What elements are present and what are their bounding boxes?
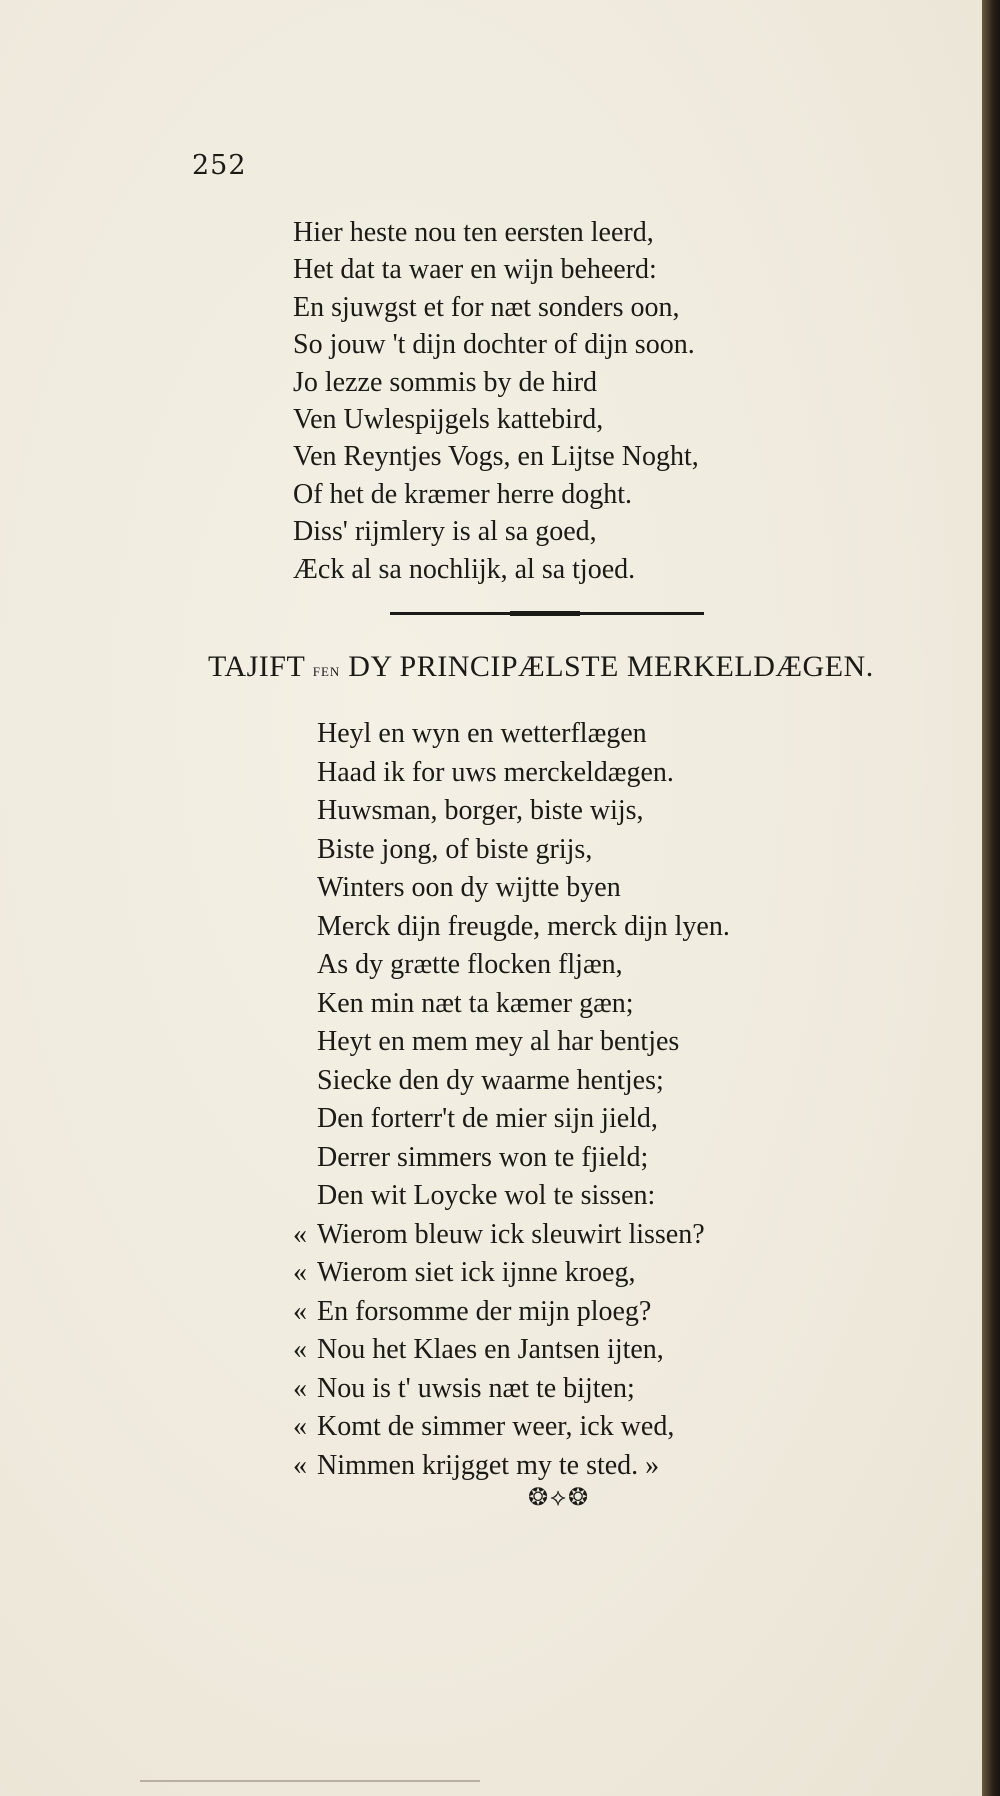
section-title	[208, 650, 874, 684]
verse-text: Heyl en wyn en wetterflægen	[317, 718, 647, 749]
verse-line	[293, 985, 730, 1024]
quote-mark: «	[293, 1372, 307, 1404]
verse-text: Haad ik for uws merckeldægen.	[317, 756, 674, 788]
verse-line	[293, 1370, 730, 1409]
poem-two	[293, 715, 730, 1485]
verse-line: Ven Uwlespijgels kattebird,	[293, 403, 604, 435]
verse-line: Æck al sa nochlijk, al sa tjoed.	[293, 553, 636, 585]
verse-line: Ven Reyntjes Vogs, en Lijtse Noght,	[293, 441, 699, 473]
verse-line	[293, 1331, 730, 1370]
verse-text: Ken min næt ta kæmer gæn;	[317, 987, 634, 1019]
verse-line	[293, 1216, 730, 1255]
verse-line	[293, 1062, 730, 1101]
verse-text: Den wit Loycke wol te sissen:	[317, 1180, 656, 1211]
verse-text: As dy grætte flocken fljæn,	[317, 949, 623, 980]
verse-line: So jouw 't dijn dochter of dijn soon.	[293, 329, 695, 361]
verse-line	[293, 1100, 730, 1139]
verse-text: Nimmen krijgget my te sted. »	[317, 1449, 660, 1481]
verse-line	[293, 792, 730, 831]
quote-mark: «	[293, 1257, 307, 1288]
verse-text: Heyt en mem mey al har bentjes	[317, 1026, 680, 1057]
book-spine-shadow	[982, 0, 1000, 1796]
section-title-part-two: DY PRINCIPÆLSTE MERKELDÆGEN.	[340, 650, 874, 683]
verse-line	[293, 908, 730, 947]
poem-one	[293, 214, 699, 588]
verse-text: Wierom bleuw ick sleuwirt lissen?	[317, 1218, 705, 1250]
verse-text: Wierom siet ick ijnne kroeg,	[317, 1257, 636, 1288]
verse-line: Jo lezze sommis by de hird	[293, 366, 598, 398]
verse-line: En sjuwgst et for næt sonders oon,	[293, 291, 680, 323]
verse-line	[293, 754, 730, 793]
verse-text: Merck dijn freugde, merck dijn lyen.	[317, 910, 730, 942]
quote-mark: «	[293, 1449, 307, 1481]
verse-text: Huwsman, borger, biste wijs,	[317, 795, 644, 826]
verse-text: Komt de simmer weer, ick wed,	[317, 1411, 675, 1442]
verse-line	[293, 1293, 730, 1332]
verse-line	[293, 1447, 730, 1486]
section-divider	[390, 612, 704, 615]
bottom-edge-mark	[140, 1780, 480, 1782]
verse-text: Nou is t' uwsis næt te bijten;	[317, 1372, 635, 1404]
verse-text: Siecke den dy waarme hentjes;	[317, 1064, 664, 1096]
verse-line: Het dat ta waer en wijn beheerd:	[293, 254, 657, 286]
verse-text: Nou het Klaes en Jantsen ijten,	[317, 1334, 664, 1365]
verse-text: Derrer simmers won te fjield;	[317, 1141, 649, 1173]
quote-mark: «	[293, 1411, 307, 1442]
verse-line	[293, 1254, 730, 1293]
verse-line	[293, 1139, 730, 1178]
verse-line	[293, 1177, 730, 1216]
verse-text: Den forterr't de mier sijn jield,	[317, 1103, 658, 1134]
verse-line	[293, 1408, 730, 1447]
verse-text: Winters oon dy wijtte byen	[317, 872, 621, 903]
verse-text: Biste jong, of biste grijs,	[317, 833, 593, 865]
verse-line	[293, 1023, 730, 1062]
quote-mark: «	[293, 1218, 307, 1250]
verse-line	[293, 946, 730, 985]
section-title-part-one: TAJIFT	[208, 650, 313, 683]
section-title-small: FEN	[312, 664, 341, 679]
verse-line	[293, 869, 730, 908]
quote-mark: «	[293, 1295, 307, 1327]
verse-line: Of het de kræmer herre doght.	[293, 478, 632, 510]
verse-text: En forsomme der mijn ploeg?	[317, 1295, 652, 1327]
verse-line: Diss' rijmlery is al sa goed,	[293, 516, 597, 548]
verse-line	[293, 715, 730, 754]
verse-line	[293, 831, 730, 870]
page-number: 252	[192, 150, 247, 181]
quote-mark: «	[293, 1334, 307, 1365]
verse-line: Hier heste nou ten eersten leerd,	[293, 217, 654, 248]
end-ornament: ❂⟡❂	[528, 1483, 591, 1511]
